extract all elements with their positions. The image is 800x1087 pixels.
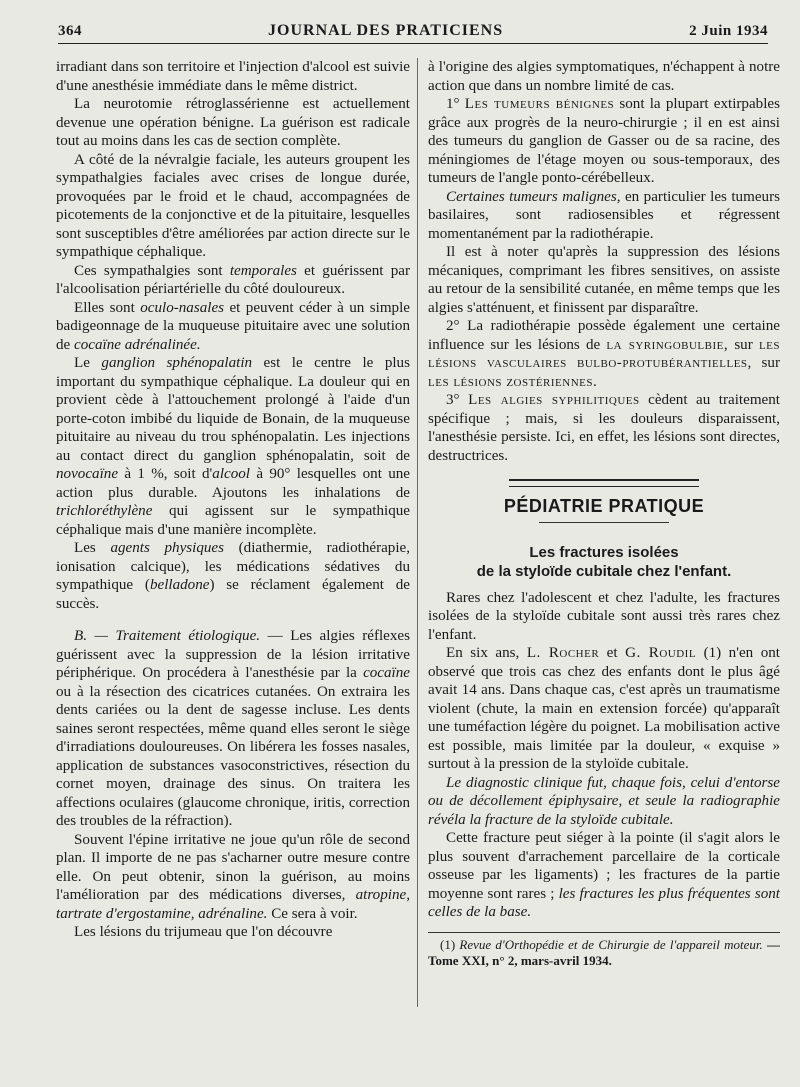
journal-title: JOURNAL DES PRATICIENS bbox=[268, 22, 504, 39]
article-title: Les fractures isolées de la styloïde cubitale chez l'enfant. bbox=[476, 543, 732, 580]
paragraph: Les agents physiques (diathermie, radiothérapie, ionisation calcique), les médications sédatives du sympathique (belladone) se réclament également de succès. bbox=[56, 540, 410, 612]
section-title: PÉDIATRIE PRATIQUE bbox=[503, 496, 705, 516]
paragraph: 2° La radiothérapie possède également une certaine influence sur les lésions de la syringobulbie, sur les lésions vasculaires bulbo-protubérantielles, sur les lésions zostériennes. bbox=[428, 318, 780, 390]
right-column bbox=[428, 58, 780, 1027]
footnote: (1) Revue d'Orthopédie et de Chirurgie de l'appareil moteur. — Tome XXI, n° 2, mars-avril 1934. bbox=[428, 936, 780, 968]
left-column bbox=[56, 58, 410, 1027]
paragraph: A côté de la névralgie faciale, les auteurs groupent les sympathalgies faciales avec crises de longue durée, provoquées par le froid et le chaud, accompagnées de picotements de la conjonctive et de la pituitaire, lesquelles sont susceptibles d'être améliorées par action directe sur le sympathique céphalique. bbox=[56, 151, 410, 260]
paragraph: 1° Les tumeurs bénignes sont la plupart extirpables grâce aux progrès de la neuro-chirurgie ; il en est ainsi des tumeurs du ganglion de Gasser ou de sa racine, des méningiomes de l'étage moyen ou sous-temporaux, des tumeurs de l'angle ponto-cérébelleux. bbox=[428, 96, 780, 186]
paragraph: Cette fracture peut siéger à la pointe (il s'agit alors le plus souvent d'arrachement parcellaire de la corticale osseuse par les ligaments) ; les fractures de la partie moyenne sont rares ; les fractures les plus fréquentes sont celles de la base. bbox=[428, 830, 780, 920]
paragraph: La neurotomie rétroglassérienne est actuellement devenue une opération bénigne. La guérison est radicale tout au moins dans les cas de section complète. bbox=[56, 96, 410, 149]
paragraph: Elles sont oculo-nasales et peuvent céder à un simple badigeonnage de la muqueuse pituitaire avec une solution de cocaïne adrénalinée. bbox=[56, 299, 410, 353]
paragraph: B. — Traitement étiologique. — Les algies réflexes guérissent avec la suppression de la lésion irritative périphérique. On procédera à l'anesthésie par la cocaïne ou à la résection des cicatrices cutanées. On extraira les dents cariées ou la dent de sagesse incluse. Les dents saines seront respectées, même quand elles seront le siège d'irradiations douloureuses. On libérera les fosses nasales, application de substances vasoconstrictives, résection du cornet moyen, drainage des sinus. On traitera les affections oculaires (glaucome chronique, iritis, correction des troubles de la réfraction). bbox=[56, 628, 410, 829]
paragraph: Les lésions du trijumeau que l'on découvre bbox=[74, 924, 333, 940]
footnote-rule bbox=[428, 932, 780, 933]
paragraph: irradiant dans son territoire et l'injection d'alcool est suivie d'une anesthésie immédiate dans le même district. bbox=[56, 59, 410, 94]
paragraph: Ces sympathalgies sont temporales et guérissent par l'alcoolisation périartérielle du côté douloureux. bbox=[56, 262, 410, 297]
paragraph: à l'origine des algies symptomatiques, n'échappent à notre action que dans un nombre limité de cas. bbox=[428, 59, 780, 94]
running-header bbox=[58, 14, 768, 44]
issue-date: 2 Juin 1934 bbox=[689, 23, 768, 39]
paragraph: 3° Les algies syphilitiques cèdent au traitement spécifique ; mais, si les douleurs disparaissent, l'anesthésie persiste. Ici, en effet, les lésions sont directes, destructrices. bbox=[428, 392, 780, 464]
paragraph: Souvent l'épine irritative ne joue qu'un rôle de second plan. Il importe de ne pas s'acharner outre mesure contre elle. On peut obtenir, sinon la guérison, au moins l'amélioration par des médications diverses, atropine, tartrate d'ergostamine, adrénaline. Ce sera à voir. bbox=[56, 831, 410, 922]
paragraph: Le diagnostic clinique fut, chaque fois, celui d'entorse ou de décollement épiphysaire, et seule la radiographie révéla la fracture de la styloïde cubitale. bbox=[428, 774, 780, 828]
paragraph: En six ans, L. Rocher et G. Roudil (1) n'en ont observé que trois cas chez des enfants dont le plus âgé avait 14 ans. Dans chaque cas, c'est après un traumatisme violent (chute, la main en extension forcée) qu'apparaît une tuméfaction légère du poignet. La mobilisation active est possible, mais limitée par la douleur, « exquise » surtout à la pression de la styloïde cubitale. bbox=[428, 645, 780, 772]
column-divider bbox=[417, 58, 418, 1007]
paragraph: Rares chez l'adolescent et chez l'adulte, les fractures isolées de la styloïde cubitale sont aussi très rares chez l'enfant. bbox=[428, 589, 780, 643]
section-divider bbox=[509, 479, 699, 487]
paragraph: Il est à noter qu'après la suppression des lésions mécaniques, comprimant les fibres sensitives, on assiste au retour de la sensibilité cutanée, en même temps que les algies s'atténuent, et finissent par disparaître. bbox=[428, 244, 780, 316]
paragraph: Certaines tumeurs malignes, en particulier les tumeurs basilaires, sont radiosensibles et régressent momentanément par la radiothérapie. bbox=[428, 188, 780, 242]
section-underline bbox=[539, 522, 669, 523]
paragraph: Le ganglion sphénopalatin est le centre le plus important du sympathique céphalique. La douleur qui en provient cède à l'attouchement prolongé à l'aide d'un porte-coton imbibé du liquide de Bonain, de la muqueuse pituitaire au niveau du trou sphénopalatin. Les injections au contact direct du ganglion sphénopalatin, soit de novocaïne à 1 %, soit d'alcool à 90° lesquelles ont une action plus durable. Ajoutons les inhalations de trichloréthylène qui agissent sur le sympathique céphalique mais d'une manière incomplète. bbox=[56, 355, 410, 538]
page-number: 364 bbox=[58, 23, 82, 39]
